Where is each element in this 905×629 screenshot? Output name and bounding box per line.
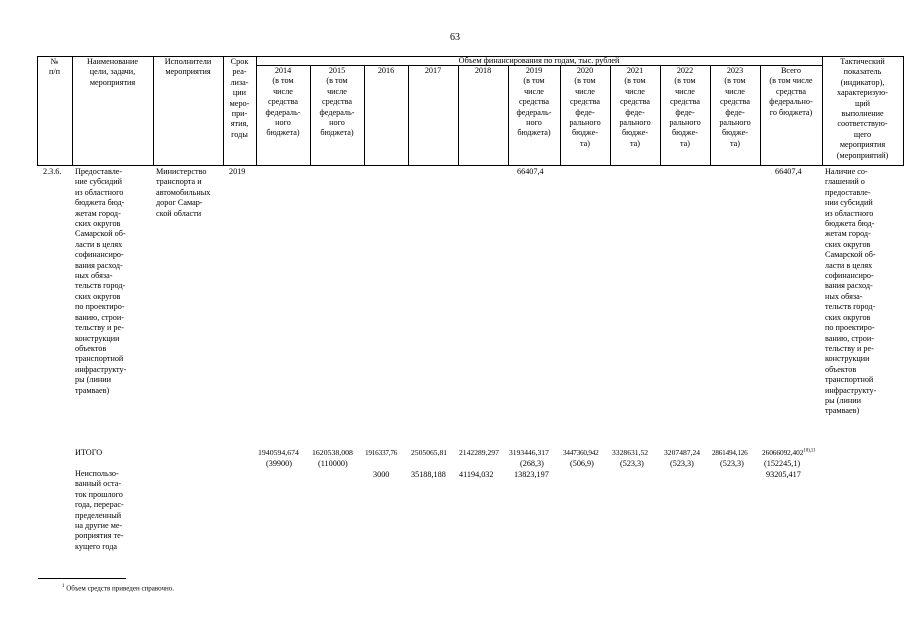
total-2022: 3207487,24	[664, 448, 701, 457]
unused-2019: 13823,197	[514, 470, 549, 479]
total-2014: 1940594,674	[258, 448, 299, 457]
header-year-2021: 2021 (в том числе средства феде- рального бюдже- та)	[619, 66, 651, 148]
total-federal-2022: (523,3)	[670, 459, 694, 468]
header-year-2020: 2020 (в том числе средства феде- рального бюдже- та)	[569, 66, 601, 148]
total-footnote-ref: 10),11	[803, 448, 816, 454]
unused-total: 93205,417	[766, 470, 801, 479]
row-executor: Министерство транспорта и автомобильных дорог Самар- ской области	[156, 167, 211, 218]
total-federal-2019: (268,3)	[520, 459, 544, 468]
unused-2017: 35188,188	[411, 470, 446, 479]
header-term: Срок реа- лиза- ции меро- при- ятия, годы	[229, 57, 250, 139]
header-year-2016: 2016	[377, 66, 395, 75]
footnote-text: Объем средств приведен справочно.	[66, 584, 174, 593]
total-2017: 2505065,81	[411, 448, 448, 457]
total-2015: 1620538,008	[312, 448, 353, 457]
total-2019: 3193446,317	[509, 448, 549, 457]
total-federal-all: (152245,1)	[764, 459, 801, 468]
total-all: $26066092,402^{10),11}$	[762, 448, 816, 457]
header-executor: Исполнители мероприятия	[164, 57, 212, 77]
total-2018: 2142289,297	[459, 448, 499, 457]
header-year-2015: 2015 (в том числе средства федераль- ного бюджета)	[319, 66, 355, 138]
total-federal-2015: (110000)	[318, 459, 348, 468]
header-funding-title: Объем финансирования по годам, тыс. рублей	[458, 56, 620, 65]
row-term: 2019	[229, 167, 246, 176]
total-federal-2021: (523,3)	[620, 459, 644, 468]
row-indicator: Наличие со- глашений о предоставле- нии субсидий из областного бюджета бюд- жетам город- ских округов Самарской об- ласти в целях софинансиро- вания расход- ных обяза- тельств город- ских округов по проектиро- ванию, строи- тельству и ре- конструкции объектов транспортной инфраструкту- ры (линии трамваев)	[825, 167, 877, 416]
total-federal-2023: (523,3)	[720, 459, 744, 468]
total-2023: 2861494,126	[712, 449, 748, 457]
row-value-total: 66407,4	[775, 167, 802, 176]
total-federal-2014: (39900)	[266, 459, 292, 468]
total-federal-2020: (506,9)	[570, 459, 594, 468]
header-year-2022: 2022 (в том числе средства феде- рального бюдже- та)	[669, 66, 701, 148]
total-2020: 3447360,942	[563, 449, 599, 457]
header-name: Наименование цели, задачи, мероприятия	[86, 57, 138, 87]
footnote-divider	[38, 578, 126, 579]
footnote	[62, 584, 174, 592]
header-num: № п/п	[48, 57, 61, 77]
row-value-2019: 66407,4	[517, 167, 544, 176]
header-year-2017: 2017	[424, 66, 442, 75]
page-number: 63	[450, 32, 460, 43]
total-2021: 3328631,52	[612, 448, 649, 457]
unused-2018: 41194,032	[459, 470, 494, 479]
header-indicator: Тактический показатель (индикатор), характеризую- щий выполнение соответствую- щего мероприятия (мероприятий)	[836, 57, 889, 160]
unused-label: Неиспользо- ванный оста- ток прошлого года, перерас- пределенный на другие ме- роприятия те- кущего года	[75, 469, 124, 551]
header-year-2023: 2023 (в том числе средства феде- рального бюдже- та)	[719, 66, 751, 148]
header-year-2014: 2014 (в том числе средства федераль- ного бюджета)	[265, 66, 301, 138]
unused-2016: 3000	[373, 470, 390, 479]
total-label: ИТОГО	[75, 448, 103, 457]
row-name: Предоставле- ние субсидий из областного бюджета бюд- жетам город- ских округов Самарской об- ласти в целях софинансиро- вания расход- ных обяза- тельств город- ских округов по проектиро- ванию, строи- тельству и ре- конструкции объектов транспортной инфраструкту- ры (линии трамваев)	[75, 167, 127, 395]
header-year-2018: 2018	[474, 66, 492, 75]
footnote-marker: 1	[62, 584, 65, 589]
header-total: Всего (в том числе средства федерально- го бюджета)	[769, 66, 813, 117]
header-year-2019: 2019 (в том числе средства федераль- ного бюджета)	[516, 66, 552, 138]
row-number: 2.3.6.	[43, 167, 62, 176]
total-2016: 1916337,76	[365, 449, 398, 457]
